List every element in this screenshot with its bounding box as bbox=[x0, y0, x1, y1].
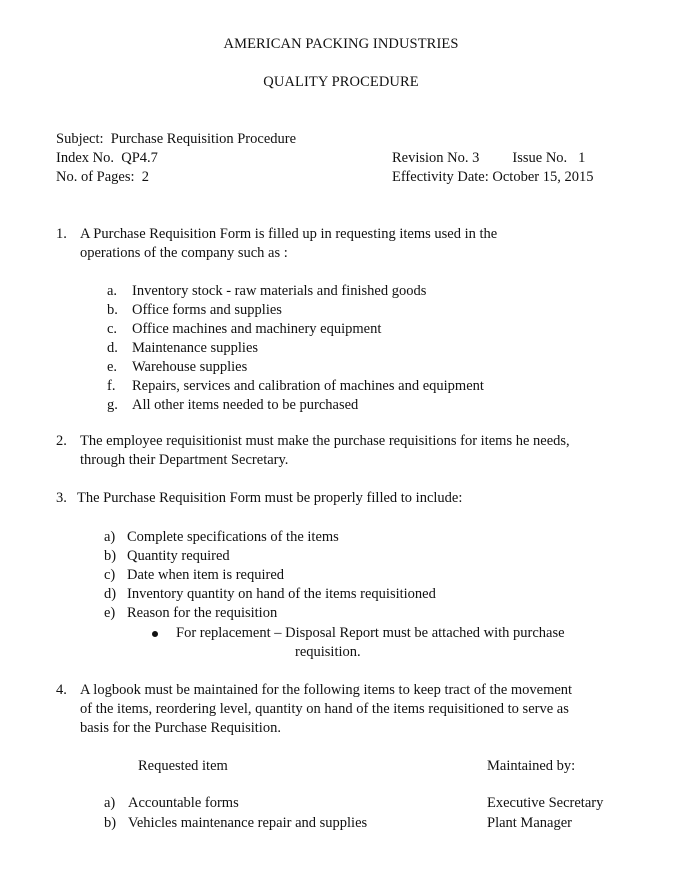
section3-number: 3. bbox=[56, 490, 67, 506]
table-row-item: Vehicles maintenance repair and supplies bbox=[128, 815, 368, 831]
list-item-marker: e. bbox=[107, 359, 118, 375]
effectivity-value: October 15, 2015 bbox=[492, 169, 594, 185]
list-item-text: All other items needed to be purchased bbox=[132, 397, 359, 413]
section4-line3: basis for the Purchase Requisition. bbox=[80, 720, 281, 736]
document-type: QUALITY PROCEDURE bbox=[263, 74, 419, 90]
index-line bbox=[56, 149, 158, 168]
list-item-text: Office forms and supplies bbox=[132, 302, 282, 318]
column-header-maintained: Maintained by: bbox=[487, 758, 576, 774]
bullet-line1: For replacement – Disposal Report must be attached with purchase bbox=[176, 625, 565, 641]
list-item-text: Complete specifications of the items bbox=[127, 529, 339, 545]
list-item-marker: d. bbox=[107, 340, 118, 356]
pages-value: 2 bbox=[141, 169, 150, 185]
section2-line1: The employee requisitionist must make the purchase requisitions for items he needs, bbox=[80, 433, 570, 449]
list-item-text: Inventory quantity on hand of the items requisitioned bbox=[127, 586, 436, 602]
bullet-line2: requisition. bbox=[295, 644, 361, 660]
bullet-icon bbox=[152, 631, 158, 637]
revision-line bbox=[392, 149, 585, 168]
issue-label: Issue No. bbox=[512, 150, 568, 166]
bullet-marker bbox=[152, 624, 158, 643]
list-item-text: Quantity required bbox=[127, 548, 230, 564]
list-item-marker: c) bbox=[104, 567, 116, 583]
list-item-marker: b) bbox=[104, 548, 117, 564]
section4-line1: A logbook must be maintained for the following items to keep tract of the movement bbox=[80, 682, 573, 698]
list-item-marker: a) bbox=[104, 529, 116, 545]
company-name: AMERICAN PACKING INDUSTRIES bbox=[223, 36, 459, 52]
list-item-marker: g. bbox=[107, 397, 118, 413]
list-item-marker: c. bbox=[107, 321, 118, 337]
table-row-maintained-by: Plant Manager bbox=[487, 815, 572, 831]
section4-line2: of the items, reordering level, quantity on hand of the items requisitioned to serve as bbox=[80, 701, 569, 717]
table-row-item: Accountable forms bbox=[128, 795, 239, 811]
column-header-requested: Requested item bbox=[138, 758, 228, 774]
section3-line1: The Purchase Requisition Form must be properly filled to include: bbox=[77, 490, 463, 506]
list-item-text: Office machines and machinery equipment bbox=[132, 321, 382, 337]
list-item-marker: a. bbox=[107, 283, 118, 299]
effectivity-label: Effectivity Date: bbox=[392, 169, 489, 185]
pages-line bbox=[56, 168, 149, 187]
list-item-marker: b. bbox=[107, 302, 118, 318]
issue-value: 1 bbox=[578, 150, 586, 166]
subject-label: Subject: bbox=[56, 131, 104, 147]
subject-value: Purchase Requisition Procedure bbox=[110, 131, 297, 147]
section4-number: 4. bbox=[56, 682, 67, 698]
list-item-text: Repairs, services and calibration of machines and equipment bbox=[132, 378, 484, 394]
table-row-maintained-by: Executive Secretary bbox=[487, 795, 604, 811]
section2-number: 2. bbox=[56, 433, 67, 449]
section1-line1: A Purchase Requisition Form is filled up in requesting items used in the bbox=[80, 226, 498, 242]
list-item-text: Warehouse supplies bbox=[132, 359, 248, 375]
revision-label: Revision No. 3 bbox=[392, 150, 480, 166]
index-label: Index No. bbox=[56, 150, 114, 166]
subject-line bbox=[56, 130, 296, 149]
list-item-text: Inventory stock - raw materials and finished goods bbox=[132, 283, 427, 299]
table-row-marker: b) bbox=[104, 815, 117, 831]
section1-line2: operations of the company such as : bbox=[80, 245, 288, 261]
list-item-text: Date when item is required bbox=[127, 567, 285, 583]
list-item-text: Reason for the requisition bbox=[127, 605, 278, 621]
effectivity-line bbox=[392, 168, 593, 187]
list-item-marker: d) bbox=[104, 586, 117, 602]
index-value: QP4.7 bbox=[121, 150, 158, 166]
list-item-marker: f. bbox=[107, 378, 116, 394]
list-item-text: Maintenance supplies bbox=[132, 340, 259, 356]
section2-line2: through their Department Secretary. bbox=[80, 452, 289, 468]
table-row-marker: a) bbox=[104, 795, 116, 811]
pages-label: No. of Pages: bbox=[56, 169, 135, 185]
section1-number: 1. bbox=[56, 226, 67, 242]
list-item-marker: e) bbox=[104, 605, 116, 621]
